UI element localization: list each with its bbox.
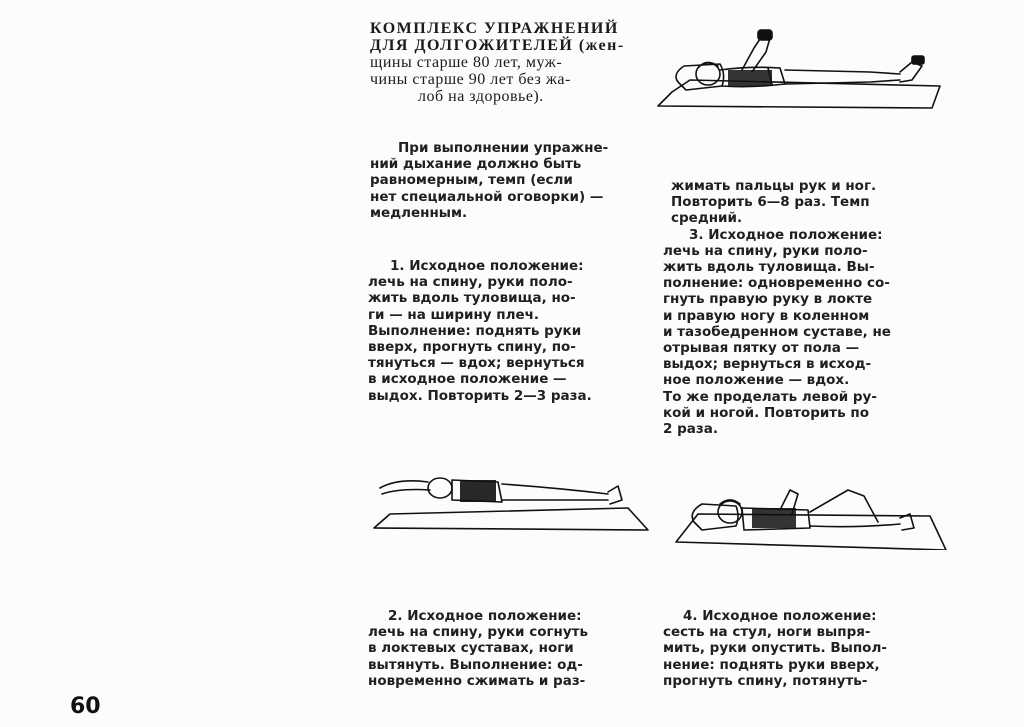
text-line: кой и ногой. Повторить по	[663, 404, 869, 421]
text-line: в локтевых суставах, ноги	[368, 640, 574, 657]
text-line: вверх, прогнуть спину, по-	[368, 339, 576, 356]
text-line: и правую ногу в коленном	[663, 307, 870, 324]
title-line: чины старше 90 лет без жа-	[370, 71, 571, 88]
arm	[382, 490, 430, 495]
title-line: КОМПЛЕКС УПРАЖНЕНИЙ	[370, 20, 619, 37]
illustration-figure-lying-knee-bent	[668, 478, 948, 550]
text-line: нет специальной оговорки) —	[370, 188, 604, 205]
text-line: в исходное положение —	[368, 371, 567, 388]
text-line: вытянуть. Выполнение: од-	[368, 656, 583, 673]
text-line: мить, руки опустить. Выпол-	[663, 640, 887, 657]
text-line: ний дыхание должно быть	[370, 156, 582, 173]
hand	[758, 30, 772, 40]
mat-outline	[374, 508, 648, 530]
text-line: Повторить 6—8 раз. Темп	[671, 194, 870, 211]
pillow	[676, 64, 724, 90]
text-line: 2 раза.	[663, 421, 718, 438]
intro-paragraph	[370, 140, 642, 221]
section-title	[370, 20, 642, 105]
title-line: щины старше 80 лет, муж-	[370, 54, 563, 71]
head	[428, 478, 452, 498]
text-line: 1. Исходное положение:	[390, 258, 584, 274]
text-line: гнуть правую руку в локте	[663, 291, 873, 308]
pillow	[692, 504, 738, 530]
text-line: Выполнение: поднять руки	[368, 322, 582, 339]
text-line: лечь на спину, руки согнуть	[368, 624, 589, 641]
text-line: лечь на спину, руки поло-	[368, 274, 573, 291]
text-line: новременно сжимать и раз-	[368, 672, 586, 689]
arm	[742, 36, 762, 70]
illustration-figure-lying-hands-up	[650, 22, 945, 117]
text-line: 4. Исходное положение:	[683, 608, 877, 624]
text-line: нение: поднять руки вверх,	[663, 656, 880, 673]
text-line: выдох. Повторить 2—3 раза.	[368, 387, 592, 404]
text-line: средний.	[671, 210, 743, 227]
text-line: выдох; вернуться в исход-	[663, 356, 872, 373]
illustration-figure-lying-arms-overhead	[368, 460, 650, 532]
text-line: жить вдоль туловища, но-	[368, 290, 576, 307]
text-line: При выполнении упражне-	[398, 140, 609, 156]
page-number: 60	[70, 694, 101, 719]
text-line: 2. Исходное положение:	[388, 608, 582, 624]
exercise-1-paragraph	[368, 258, 640, 404]
text-line: и тазобедренном суставе, не	[663, 323, 891, 340]
shorts	[728, 70, 772, 86]
text-line: То же проделать левой ру-	[663, 388, 877, 405]
exercise-2-paragraph	[368, 608, 638, 689]
leg	[502, 484, 608, 494]
shorts	[460, 480, 496, 502]
title-line: ДЛЯ ДОЛГОЖИТЕЛЕЙ (жен-	[370, 37, 625, 54]
text-line: 3. Исходное положение:	[689, 226, 883, 243]
exercise-3-paragraph	[663, 178, 935, 437]
text-line: полнение: одновременно со-	[663, 275, 890, 292]
text-line: тянуться — вдох; вернуться	[368, 355, 585, 372]
shorts	[752, 508, 796, 528]
text-line: жимать пальцы рук и ног.	[671, 178, 877, 194]
arm	[380, 481, 428, 488]
exercise-4-paragraph	[663, 608, 935, 689]
leg	[810, 524, 900, 527]
text-line: равномерным, темп (если	[370, 172, 573, 189]
text-line: сесть на стул, ноги выпря-	[663, 624, 871, 641]
text-line: ги — на ширину плеч.	[368, 306, 540, 323]
text-line: отрывая пятку от пола —	[663, 340, 860, 357]
text-line: лечь на спину, руки поло-	[663, 242, 868, 259]
text-line: медленным.	[370, 204, 468, 221]
mat-outline	[676, 514, 946, 550]
leg	[810, 490, 878, 522]
text-line: жить вдоль туловища. Вы-	[663, 259, 875, 276]
text-line: прогнуть спину, потянуть-	[663, 672, 868, 689]
title-line: лоб на здоровье).	[418, 88, 544, 105]
text-line: ное положение — вдох.	[663, 372, 850, 389]
leg	[785, 70, 900, 74]
